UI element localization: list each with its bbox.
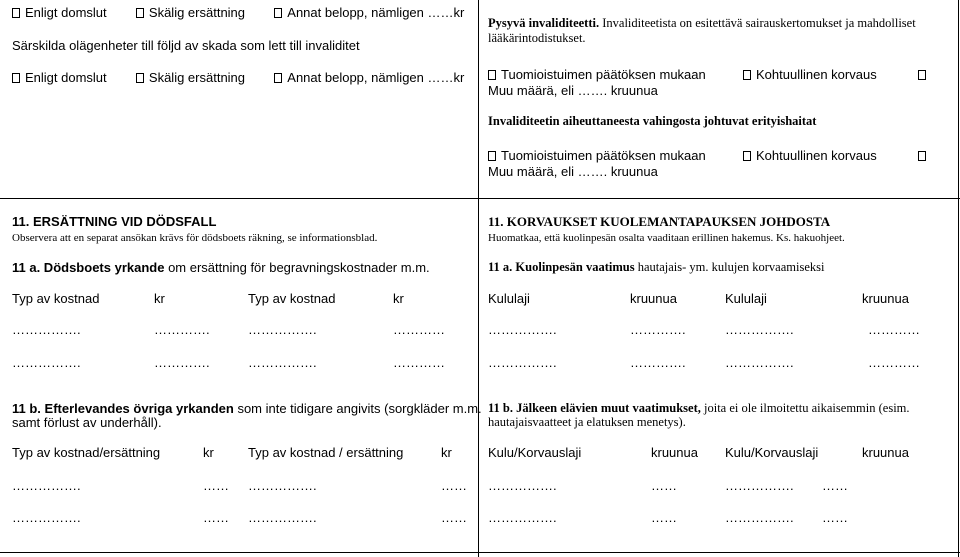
right-11b-line2: hautajaisvaatteet ja elatuksen menetys). [488, 415, 686, 429]
left-dots-b1-3[interactable]: ……………. [248, 478, 317, 493]
left-col-kr1: kr [154, 291, 165, 306]
right-heading2: Invaliditeetin aiheuttaneesta vahingosta johtuvat erityishaitat [488, 114, 817, 128]
left-col-kr2: kr [393, 291, 404, 306]
left-11b: 11 b. Efterlevandes övriga yrkanden som inte tidigare angivits (sorgkläder m.m. [12, 401, 482, 416]
right-options-1 [488, 67, 706, 82]
right-11a: 11 a. Kuolinpesän vaatimus hautajais- ym. kulujen korvaamiseksi [488, 260, 825, 274]
checkbox-enligt-domslut[interactable]: Enligt domslut [12, 5, 107, 20]
right-dots-a1-4[interactable]: ………… [868, 322, 920, 337]
right-p1-line2: lääkärintodistukset. [488, 31, 586, 45]
right-dots-a2-4[interactable]: ………… [868, 355, 920, 370]
checkbox-muu-2[interactable] [918, 148, 931, 163]
right-bcol-kulu1: Kulu/Korvauslaji [488, 445, 582, 460]
left-dots-b1-4[interactable]: …… [441, 478, 467, 493]
right-options-2 [488, 148, 706, 163]
right-bcol-kruunua2: kruunua [862, 445, 909, 460]
right-col-kululaji1: Kululaji [488, 291, 530, 306]
right-dots-a1-1[interactable]: ……………. [488, 322, 557, 337]
left-bcol-typ2: Typ av kostnad / ersättning [248, 445, 404, 460]
right-dots-a2-2[interactable]: …………. [630, 355, 686, 370]
right-dots-b1-1[interactable]: ……………. [488, 478, 557, 493]
right-dots-a1-3[interactable]: ……………. [725, 322, 794, 337]
right-dots-a1-2[interactable]: …………. [630, 322, 686, 337]
left-section-title: 11. ERSÄTTNING VID DÖDSFALL [12, 214, 217, 229]
right-dots-a2-1[interactable]: ……………. [488, 355, 557, 370]
left-dots-b2-1[interactable]: ……………. [12, 510, 81, 525]
checkbox-kohtuullinen[interactable]: Kohtuullinen korvaus [743, 67, 877, 82]
checkbox-annat-belopp-2[interactable]: Annat belopp, nämligen ……kr [274, 70, 464, 85]
right-section-note: Huomatkaa, että kuolinpesän osalta vaaditaan erillinen hakemus. Ks. hakuohjeet. [488, 232, 845, 244]
left-section-note: Observera att en separat ansökan krävs för dödsboets räkning, se informationsblad. [12, 232, 378, 244]
right-dots-b2-4[interactable]: …… [822, 510, 848, 525]
left-11a: 11 a. Dödsboets yrkande om ersättning för begravningskostnader m.m. [12, 260, 430, 275]
left-col-typ1: Typ av kostnad [12, 291, 100, 306]
left-dots-a2-1[interactable]: ……………. [12, 355, 81, 370]
right-bcol-kulu2: Kulu/Korvauslaji [725, 445, 819, 460]
left-dots-a2-4[interactable]: ………… [393, 355, 445, 370]
left-dots-b2-3[interactable]: ……………. [248, 510, 317, 525]
checkbox-annat-belopp[interactable]: Annat belopp, nämligen ……kr [274, 5, 464, 20]
checkbox-tuomioistuimen-2[interactable]: Tuomioistuimen päätöksen mukaan [488, 148, 706, 163]
right-section-title: 11. KORVAUKSET KUOLEMANTAPAUKSEN JOHDOSTA [488, 214, 831, 229]
left-bcol-typ1: Typ av kostnad/ersättning [12, 445, 161, 460]
left-dots-a1-3[interactable]: ……………. [248, 322, 317, 337]
left-col-typ2: Typ av kostnad [248, 291, 336, 306]
left-dots-a1-1[interactable]: ……………. [12, 322, 81, 337]
right-border [958, 0, 959, 557]
right-col-kruunua2: kruunua [862, 291, 909, 306]
right-dots-b2-1[interactable]: ……………. [488, 510, 557, 525]
checkbox-enligt-domslut-2[interactable]: Enligt domslut [12, 70, 107, 85]
left-row1 [12, 5, 464, 20]
left-dots-b1-2[interactable]: …… [203, 478, 229, 493]
right-bcol-kruunua1: kruunua [651, 445, 698, 460]
checkbox-muu[interactable] [918, 67, 931, 82]
center-divider [478, 0, 479, 557]
checkbox-skalig-ersattning-2[interactable]: Skälig ersättning [136, 70, 245, 85]
checkbox-skalig-ersattning[interactable]: Skälig ersättning [136, 5, 245, 20]
section-divider [0, 198, 960, 199]
right-muu-maara: Muu määrä, eli ……. kruunua [488, 83, 658, 98]
left-row2 [12, 70, 464, 85]
checkbox-tuomioistuimen[interactable]: Tuomioistuimen päätöksen mukaan [488, 67, 706, 82]
left-bcol-kr2: kr [441, 445, 452, 460]
left-heading-invaliditet: Särskilda olägenheter till följd av skada som lett till invaliditet [12, 38, 360, 53]
right-dots-b2-2[interactable]: …… [651, 510, 677, 525]
right-11b: 11 b. Jälkeen elävien muut vaatimukset, joita ei ole ilmoitettu aikaisemmin (esim. [488, 401, 910, 415]
left-bcol-kr1: kr [203, 445, 214, 460]
left-dots-b2-2[interactable]: …… [203, 510, 229, 525]
bottom-border [0, 552, 960, 553]
right-dots-b2-3[interactable]: ……………. [725, 510, 794, 525]
right-muu-maara-2: Muu määrä, eli ……. kruunua [488, 164, 658, 179]
left-dots-b2-4[interactable]: …… [441, 510, 467, 525]
checkbox-kohtuullinen-2[interactable]: Kohtuullinen korvaus [743, 148, 877, 163]
right-dots-a2-3[interactable]: ……………. [725, 355, 794, 370]
left-dots-a1-4[interactable]: ………… [393, 322, 445, 337]
right-col-kruunua1: kruunua [630, 291, 677, 306]
right-dots-b1-3[interactable]: ……………. [725, 478, 794, 493]
left-dots-a1-2[interactable]: …………. [154, 322, 210, 337]
left-dots-b1-1[interactable]: ……………. [12, 478, 81, 493]
left-11b-line2: samt förlust av underhåll). [12, 415, 162, 430]
left-dots-a2-2[interactable]: …………. [154, 355, 210, 370]
left-dots-a2-3[interactable]: ……………. [248, 355, 317, 370]
right-p1: Pysyvä invaliditeetti. Invaliditeetista on esitettävä sairauskertomukset ja mahdolliset [488, 16, 916, 30]
right-dots-b1-4[interactable]: …… [822, 478, 848, 493]
right-dots-b1-2[interactable]: …… [651, 478, 677, 493]
right-col-kululaji2: Kululaji [725, 291, 767, 306]
